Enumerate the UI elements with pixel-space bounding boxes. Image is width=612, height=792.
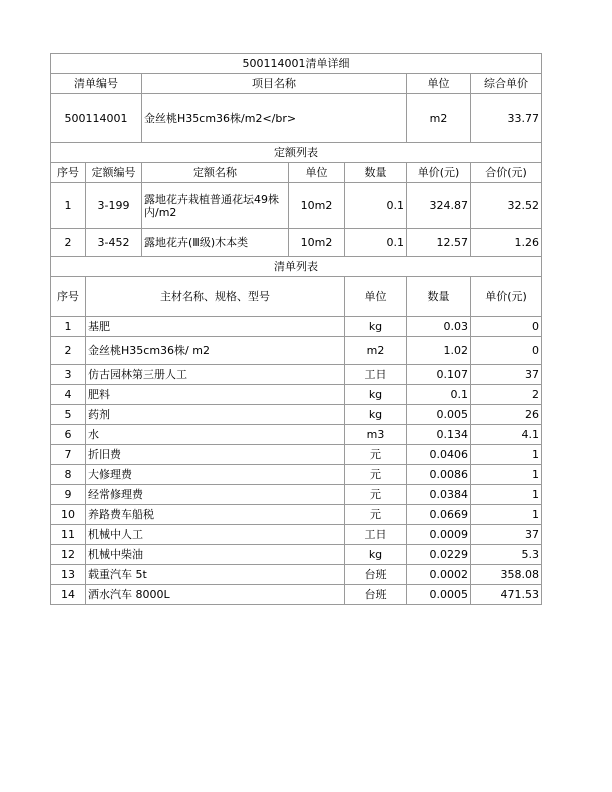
material-price: 358.08 <box>471 565 542 585</box>
item-price: 33.77 <box>471 94 542 143</box>
material-row <box>51 365 542 385</box>
quota-unit-header: 单位 <box>289 163 345 183</box>
item-code: 500114001 <box>51 94 142 143</box>
material-qty: 0.0229 <box>407 545 471 565</box>
material-seq: 3 <box>51 365 86 385</box>
material-header-row <box>51 277 542 317</box>
quota-total: 1.26 <box>471 229 542 257</box>
material-qty: 0.0002 <box>407 565 471 585</box>
material-section-row <box>51 257 542 277</box>
material-name: 金丝桃H35cm36株/ m2 <box>86 337 345 365</box>
material-row <box>51 425 542 445</box>
quota-name: 露地花卉(Ⅲ级)木本类 <box>142 229 289 257</box>
material-price: 2 <box>471 385 542 405</box>
material-qty: 0.0406 <box>407 445 471 465</box>
quota-seq-header: 序号 <box>51 163 86 183</box>
material-qty: 0.03 <box>407 317 471 337</box>
material-qty: 0.0384 <box>407 485 471 505</box>
material-price: 37 <box>471 525 542 545</box>
material-unit: 元 <box>345 465 407 485</box>
material-price: 5.3 <box>471 545 542 565</box>
material-price: 471.53 <box>471 585 542 605</box>
material-row <box>51 445 542 465</box>
material-unit: 元 <box>345 485 407 505</box>
material-seq: 4 <box>51 385 86 405</box>
material-price-header: 单价(元) <box>471 277 542 317</box>
quota-qty-header: 数量 <box>345 163 407 183</box>
material-name: 水 <box>86 425 345 445</box>
unit-header: 单位 <box>407 74 471 94</box>
material-name: 药剂 <box>86 405 345 425</box>
material-price: 37 <box>471 365 542 385</box>
material-name: 机械中柴油 <box>86 545 345 565</box>
material-qty: 0.0086 <box>407 465 471 485</box>
material-name: 洒水汽车 8000L <box>86 585 345 605</box>
material-row <box>51 465 542 485</box>
material-seq: 14 <box>51 585 86 605</box>
price-header: 综合单价 <box>471 74 542 94</box>
material-price: 0 <box>471 337 542 365</box>
material-section-title: 清单列表 <box>51 257 542 277</box>
material-name: 仿古园林第三册人工 <box>86 365 345 385</box>
quota-qty: 0.1 <box>345 229 407 257</box>
material-name: 肥料 <box>86 385 345 405</box>
quota-header-row <box>51 163 542 183</box>
quota-section-title: 定额列表 <box>51 143 542 163</box>
material-unit-header: 单位 <box>345 277 407 317</box>
item-unit: m2 <box>407 94 471 143</box>
material-name: 养路费车船税 <box>86 505 345 525</box>
material-row <box>51 405 542 425</box>
material-row <box>51 337 542 365</box>
material-qty: 0.0005 <box>407 585 471 605</box>
material-unit: kg <box>345 405 407 425</box>
material-unit: kg <box>345 317 407 337</box>
material-qty: 0.005 <box>407 405 471 425</box>
quota-code: 3-199 <box>86 183 142 229</box>
quota-price: 12.57 <box>407 229 471 257</box>
quota-seq: 2 <box>51 229 86 257</box>
material-qty: 0.1 <box>407 385 471 405</box>
quota-price: 324.87 <box>407 183 471 229</box>
material-row <box>51 565 542 585</box>
material-unit: 工日 <box>345 365 407 385</box>
material-row <box>51 545 542 565</box>
material-row <box>51 385 542 405</box>
material-unit: 工日 <box>345 525 407 545</box>
material-name: 机械中人工 <box>86 525 345 545</box>
material-row <box>51 505 542 525</box>
material-row <box>51 525 542 545</box>
material-name: 经常修理费 <box>86 485 345 505</box>
material-qty: 1.02 <box>407 337 471 365</box>
quota-code-header: 定额编号 <box>86 163 142 183</box>
code-header: 清单编号 <box>51 74 142 94</box>
material-name: 载重汽车 5t <box>86 565 345 585</box>
item-name: 金丝桃H35cm36株/m2</br> <box>142 94 407 143</box>
material-price: 0 <box>471 317 542 337</box>
material-price: 1 <box>471 465 542 485</box>
material-price: 1 <box>471 485 542 505</box>
material-seq: 6 <box>51 425 86 445</box>
material-name: 基肥 <box>86 317 345 337</box>
material-unit: 元 <box>345 505 407 525</box>
material-qty: 0.0009 <box>407 525 471 545</box>
item-row <box>51 94 542 143</box>
material-unit: 台班 <box>345 585 407 605</box>
material-seq: 8 <box>51 465 86 485</box>
quota-total-header: 合价(元) <box>471 163 542 183</box>
quota-price-header: 单价(元) <box>407 163 471 183</box>
material-price: 26 <box>471 405 542 425</box>
material-price: 4.1 <box>471 425 542 445</box>
material-price: 1 <box>471 505 542 525</box>
quota-unit: 10m2 <box>289 183 345 229</box>
material-qty: 0.0669 <box>407 505 471 525</box>
material-seq: 13 <box>51 565 86 585</box>
title-row <box>51 54 542 74</box>
material-price: 1 <box>471 445 542 465</box>
material-seq: 10 <box>51 505 86 525</box>
material-unit: kg <box>345 545 407 565</box>
material-name-header: 主材名称、规格、型号 <box>86 277 345 317</box>
material-seq: 5 <box>51 405 86 425</box>
table-title: 500114001清单详细 <box>51 54 542 74</box>
material-unit: m2 <box>345 337 407 365</box>
table-body <box>51 54 542 605</box>
header-row <box>51 74 542 94</box>
quota-name-header: 定额名称 <box>142 163 289 183</box>
quota-row <box>51 183 542 229</box>
quota-row <box>51 229 542 257</box>
material-unit: 台班 <box>345 565 407 585</box>
material-unit: 元 <box>345 445 407 465</box>
quota-section-row <box>51 143 542 163</box>
material-qty: 0.134 <box>407 425 471 445</box>
quota-seq: 1 <box>51 183 86 229</box>
bill-detail-table <box>50 53 542 605</box>
quota-unit: 10m2 <box>289 229 345 257</box>
material-seq-header: 序号 <box>51 277 86 317</box>
material-row <box>51 585 542 605</box>
quota-name: 露地花卉栽植普通花坛49株内/m2 <box>142 183 289 229</box>
material-unit: m3 <box>345 425 407 445</box>
material-unit: kg <box>345 385 407 405</box>
material-name: 大修理费 <box>86 465 345 485</box>
material-name: 折旧费 <box>86 445 345 465</box>
material-seq: 1 <box>51 317 86 337</box>
material-seq: 12 <box>51 545 86 565</box>
material-seq: 7 <box>51 445 86 465</box>
material-seq: 2 <box>51 337 86 365</box>
material-seq: 9 <box>51 485 86 505</box>
quota-qty: 0.1 <box>345 183 407 229</box>
quota-code: 3-452 <box>86 229 142 257</box>
quota-total: 32.52 <box>471 183 542 229</box>
material-row <box>51 485 542 505</box>
material-qty-header: 数量 <box>407 277 471 317</box>
material-row <box>51 317 542 337</box>
material-qty: 0.107 <box>407 365 471 385</box>
name-header: 项目名称 <box>142 74 407 94</box>
material-seq: 11 <box>51 525 86 545</box>
